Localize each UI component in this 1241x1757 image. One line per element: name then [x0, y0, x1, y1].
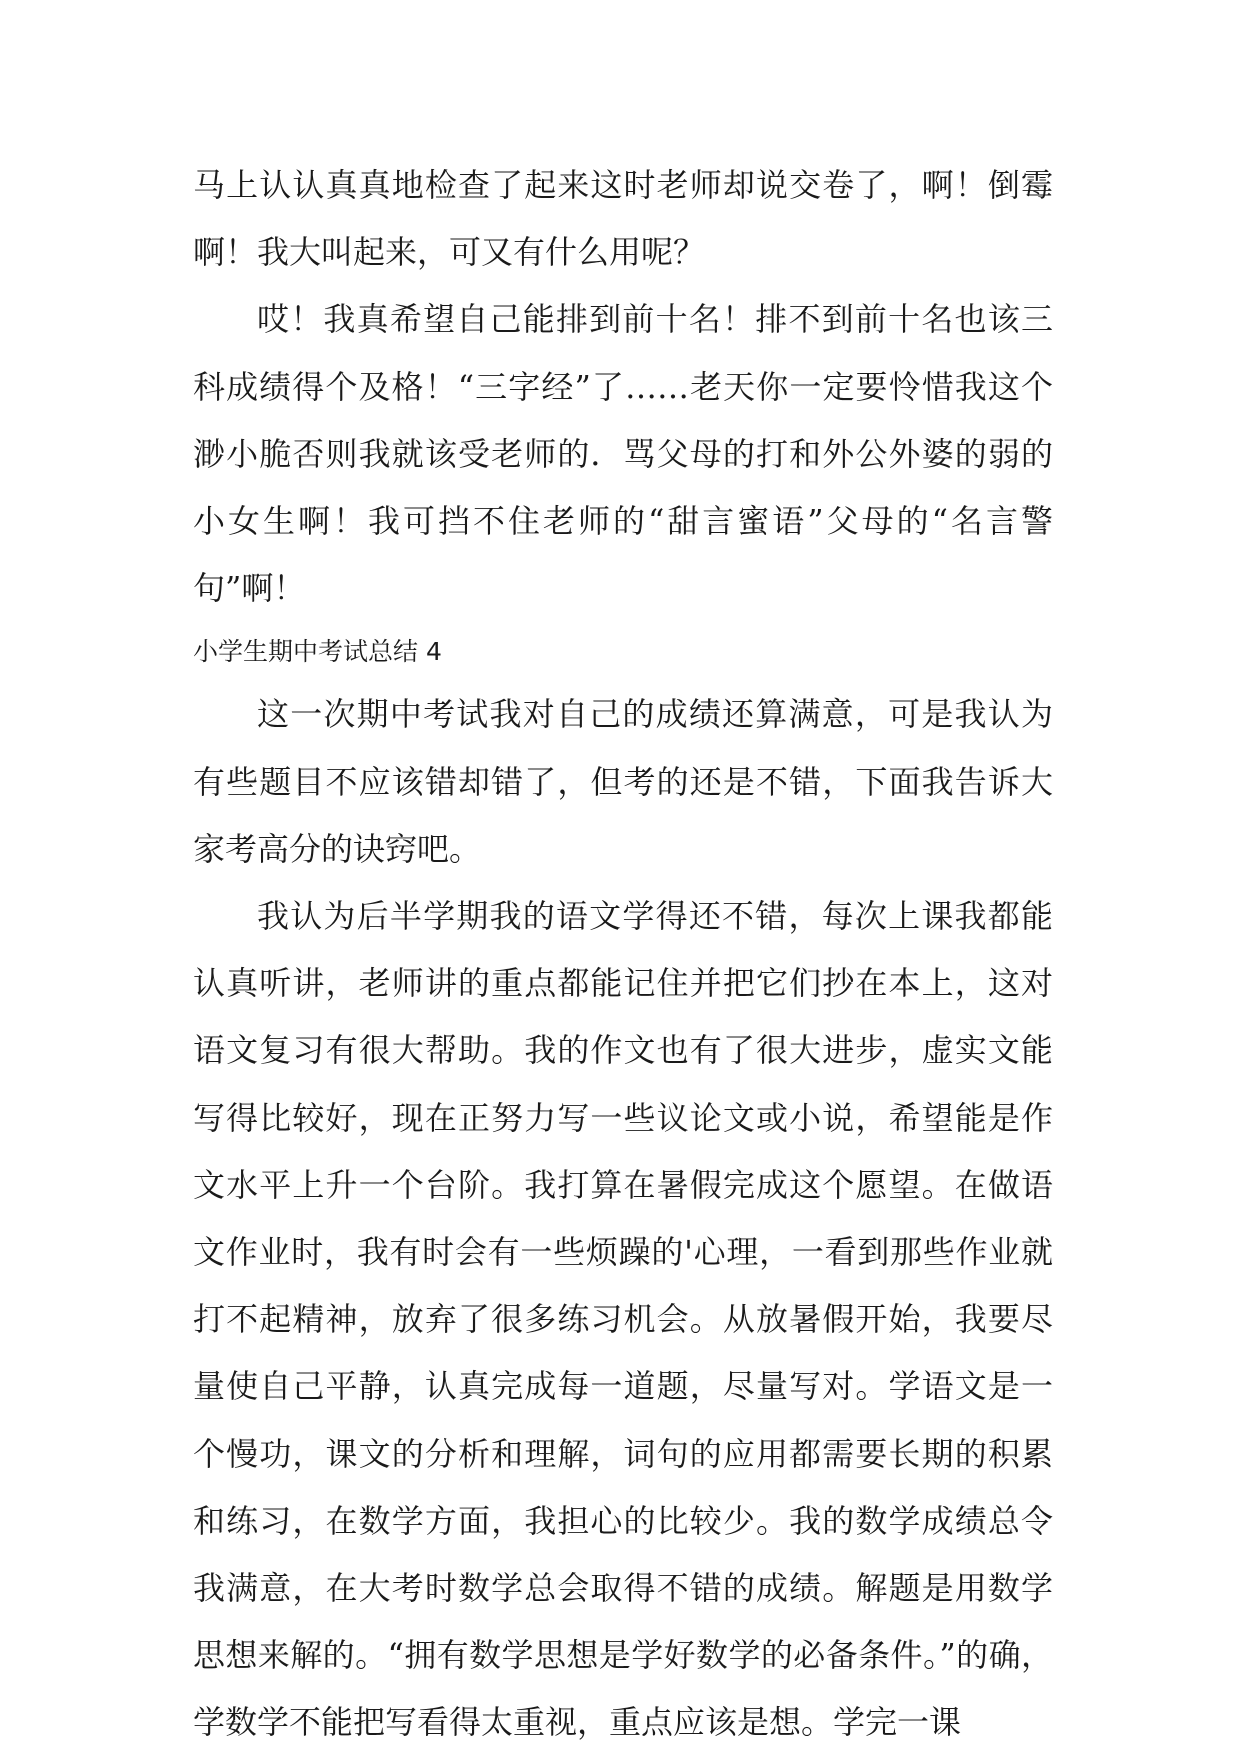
paragraph-study-notes: 我认为后半学期我的语文学得还不错，每次上课我都能认真听讲，老师讲的重点都能记住并把它们抄在本上，这对语文复习有很大帮助。我的作文也有了很大进步，虚实文能写得比较好，现在正努力写一些议论文或小说，希望能是作文水平上升一个台阶。我打算在暑假完成这个愿望。在做语文作业时，我有时会有一些烦躁的'心理，一看到那些作业就打不起精神，放弃了很多练习机会。从放暑假开始，我要尽量使自己平静，认真完成每一道题，尽量写对。学语文是一个慢功，课文的分析和理解，词句的应用都需要长期的积累和练习，在数学方面，我担心的比较少。我的数学成绩总令我满意，在大考时数学总会取得不错的成绩。解题是用数学思想来解的。“拥有数学思想是学好数学的必备条件。”的确，学数学不能把写看得太重视，重点应该是想。学完一课: [193, 897, 1053, 1742]
document-body: [193, 152, 1053, 1757]
paragraph-continuation: 马上认认真真地检查了起来这时老师却说交卷了，啊！倒霉啊！我大叫起来，可又有什么用呢？: [193, 166, 1053, 272]
section-heading: 小学生期中考试总结 4: [193, 637, 442, 667]
paragraph-intro: 这一次期中考试我对自己的成绩还算满意，可是我认为有些题目不应该错却错了，但考的还是不错，下面我告诉大家考高分的诀窍吧。: [193, 695, 1053, 868]
paragraph-wish: 哎！我真希望自己能排到前十名！排不到前十名也该三科成绩得个及格！“三字经”了……老天你一定要怜惜我这个渺小脆否则我就该受老师的．骂父母的打和外公外婆的弱的小女生啊！我可挡不住老师的“甜言蜜语”父母的“名言警句”啊！: [193, 300, 1053, 608]
